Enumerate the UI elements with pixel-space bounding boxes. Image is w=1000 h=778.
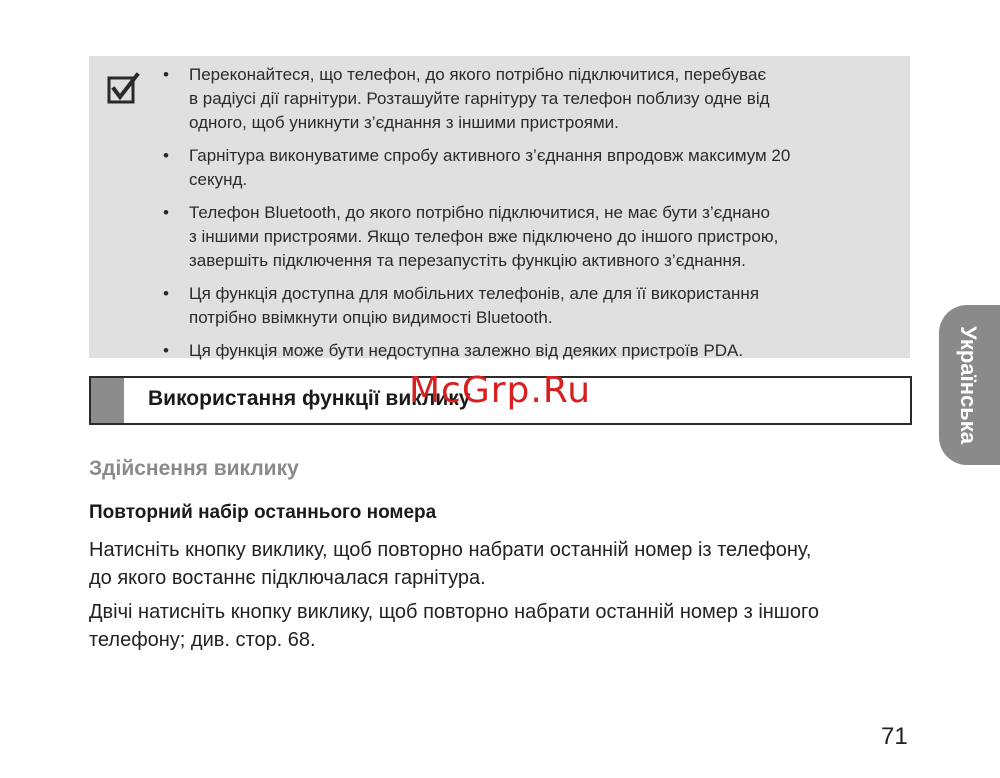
subsubheading: Повторний набір останнього номера xyxy=(89,502,437,523)
note-line: Гарнітура виконуватиме спробу активного з’єднання впродовж максимум 20 xyxy=(189,146,791,165)
note-line: Телефон Bluetooth, до якого потрібно підключитися, не має бути з’єднано xyxy=(189,203,770,222)
paragraph-line: Двічі натисніть кнопку виклику, щоб повторно набрати останній номер з іншого xyxy=(89,601,819,623)
note-line: Ця функція може бути недоступна залежно від деяких пристроїв PDA. xyxy=(189,341,744,360)
paragraph xyxy=(89,598,919,654)
note-line: секунд. xyxy=(189,170,248,189)
bullet-icon: • xyxy=(163,284,169,303)
checkbox-icon xyxy=(107,72,141,106)
note-item xyxy=(163,201,893,273)
note-list xyxy=(163,63,893,372)
note-line: в радіусі дії гарнітури. Розташуйте гарнітуру та телефон поблизу одне від xyxy=(189,89,770,108)
section-title: Використання функції виклику xyxy=(148,387,471,410)
bullet-icon: • xyxy=(163,203,169,222)
watermark: McGrp.Ru xyxy=(409,370,592,411)
note-item xyxy=(163,282,893,330)
bullet-icon: • xyxy=(163,65,169,84)
language-tab-label: Українська xyxy=(956,325,981,445)
note-line: Переконайтеся, що телефон, до якого потрібно підключитися, перебуває xyxy=(189,65,767,84)
subheading: Здійснення виклику xyxy=(89,457,299,480)
section-marker xyxy=(91,378,124,423)
note-line: Ця функція доступна для мобільних телефонів, але для її використання xyxy=(189,284,760,303)
bullet-icon: • xyxy=(163,146,169,165)
note-line: завершіть підключення та перезапустіть функцію активного з’єднання. xyxy=(189,251,746,270)
note-line: одного, щоб уникнути з’єднання з іншими пристроями. xyxy=(189,113,619,132)
note-line: з іншими пристроями. Якщо телефон вже підключено до іншого пристрою, xyxy=(189,227,779,246)
note-line: потрібно ввімкнути опцію видимості Bluetooth. xyxy=(189,308,553,327)
paragraph-line: телефону; див. стор. 68. xyxy=(89,629,316,651)
note-item xyxy=(163,144,893,192)
page-number: 71 xyxy=(881,723,908,750)
note-item xyxy=(163,339,893,363)
paragraph xyxy=(89,536,919,592)
paragraph-line: Натисніть кнопку виклику, щоб повторно набрати останній номер із телефону, xyxy=(89,539,812,561)
paragraph-line: до якого востаннє підключалася гарнітура. xyxy=(89,567,486,589)
bullet-icon: • xyxy=(163,341,169,360)
note-box xyxy=(89,56,910,358)
note-item xyxy=(163,63,893,135)
